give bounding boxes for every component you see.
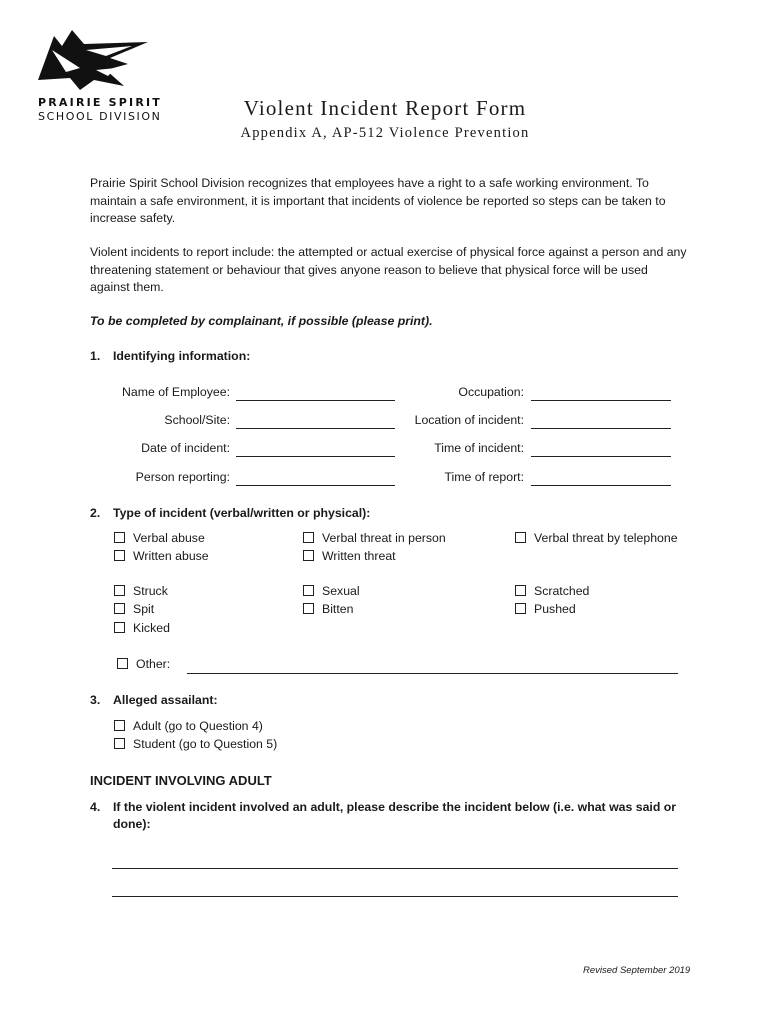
checkbox[interactable]	[515, 585, 526, 596]
option-label: Written abuse	[133, 549, 209, 563]
verbal-threat-in-person-option[interactable]	[303, 531, 446, 545]
date-of-incident-label: Date of incident:	[141, 441, 230, 455]
checkbox[interactable]	[114, 622, 125, 633]
checkbox[interactable]	[303, 532, 314, 543]
eagle-logo-icon	[36, 28, 156, 94]
time-of-incident-field[interactable]	[531, 456, 671, 457]
checkbox[interactable]	[114, 720, 125, 731]
option-label: Pushed	[534, 602, 576, 616]
adult-option[interactable]	[114, 719, 263, 733]
option-label: Verbal abuse	[133, 531, 205, 545]
option-label: Bitten	[322, 602, 354, 616]
description-line-1[interactable]	[112, 868, 678, 869]
section-title: Type of incident (verbal/written or physical):	[113, 506, 371, 520]
verbal-abuse-option[interactable]	[114, 531, 205, 545]
kicked-option[interactable]	[114, 621, 170, 635]
student-option[interactable]	[114, 737, 277, 751]
spit-option[interactable]	[114, 602, 154, 616]
checkbox[interactable]	[117, 658, 128, 669]
section-number: 2.	[90, 506, 101, 520]
school-site-field[interactable]	[236, 428, 395, 429]
option-label: Kicked	[133, 621, 170, 635]
revision-note: Revised September 2019	[583, 965, 691, 976]
checkbox[interactable]	[114, 550, 125, 561]
school-site-label: School/Site:	[164, 413, 230, 427]
section-number: 3.	[90, 693, 101, 707]
description-line-2[interactable]	[112, 896, 678, 897]
bitten-option[interactable]	[303, 602, 353, 616]
name-of-employee-field[interactable]	[236, 400, 395, 401]
date-of-incident-field[interactable]	[236, 456, 395, 457]
checkbox[interactable]	[114, 603, 125, 614]
checkbox[interactable]	[303, 585, 314, 596]
checkbox[interactable]	[303, 550, 314, 561]
checkbox[interactable]	[303, 603, 314, 614]
other-description-field[interactable]	[187, 673, 678, 674]
checkbox[interactable]	[114, 738, 125, 749]
option-label: Student (go to Question 5)	[133, 737, 278, 751]
logo-subtitle: SCHOOL DIVISION	[38, 110, 162, 123]
intro-paragraph-1: Prairie Spirit School Division recognizes that employees have a right to a safe working environment. To maintain a safe environment, it is important that incidents of violence be reported so steps can be taken to increase safety.	[90, 176, 666, 225]
option-label: Spit	[133, 602, 155, 616]
checkbox[interactable]	[114, 585, 125, 596]
option-label: Scratched	[534, 584, 590, 598]
checkbox[interactable]	[114, 532, 125, 543]
option-label: Sexual	[322, 584, 360, 598]
location-of-incident-label: Location of incident:	[414, 413, 524, 427]
person-reporting-field[interactable]	[236, 485, 395, 486]
pushed-option[interactable]	[515, 602, 576, 616]
logo-name: PRAIRIE SPIRIT	[38, 96, 162, 109]
incident-involving-adult-heading: INCIDENT INVOLVING ADULT	[90, 773, 272, 788]
scratched-option[interactable]	[515, 584, 589, 598]
option-label: Other:	[136, 657, 171, 671]
section-number: 4.	[90, 800, 101, 814]
checkbox[interactable]	[515, 603, 526, 614]
sexual-option[interactable]	[303, 584, 360, 598]
option-label: Written threat	[322, 549, 396, 563]
written-threat-option[interactable]	[303, 549, 396, 563]
time-of-report-label: Time of report:	[444, 470, 524, 484]
struck-option[interactable]	[114, 584, 168, 598]
section-title: If the violent incident involved an adult, please describe the incident below (i.e. what was said or done):	[113, 800, 677, 831]
section-title: Alleged assailant:	[113, 693, 218, 707]
section-title: Identifying information:	[113, 349, 251, 363]
written-abuse-option[interactable]	[114, 549, 209, 563]
option-label: Verbal threat by telephone	[534, 531, 678, 545]
option-label: Struck	[133, 584, 168, 598]
occupation-label: Occupation:	[458, 385, 524, 399]
section-4-heading	[90, 799, 690, 833]
form-title: Violent Incident Report Form	[243, 96, 527, 120]
option-label: Verbal threat in person	[322, 531, 446, 545]
section-number: 1.	[90, 349, 101, 363]
occupation-field[interactable]	[531, 400, 671, 401]
completion-instruction: To be completed by complainant, if possible (please print).	[90, 314, 433, 328]
option-label: Adult (go to Question 4)	[133, 719, 263, 733]
time-of-incident-label: Time of incident:	[434, 441, 524, 455]
form-subtitle: Appendix A, AP-512 Violence Prevention	[240, 125, 530, 141]
time-of-report-field[interactable]	[531, 485, 671, 486]
section-2-heading	[90, 506, 370, 520]
other-option[interactable]	[117, 657, 170, 671]
section-3-heading	[90, 693, 218, 707]
intro-paragraph-2: Violent incidents to report include: the attempted or actual exercise of physical force against a person and any threatening statement or behaviour that gives anyone reason to believe that physical force will be used against them.	[90, 245, 687, 294]
checkbox[interactable]	[515, 532, 526, 543]
location-of-incident-field[interactable]	[531, 428, 671, 429]
verbal-threat-by-telephone-option[interactable]	[515, 531, 678, 545]
person-reporting-label: Person reporting:	[135, 470, 230, 484]
name-of-employee-label: Name of Employee:	[122, 385, 230, 399]
section-1-heading	[90, 349, 250, 363]
